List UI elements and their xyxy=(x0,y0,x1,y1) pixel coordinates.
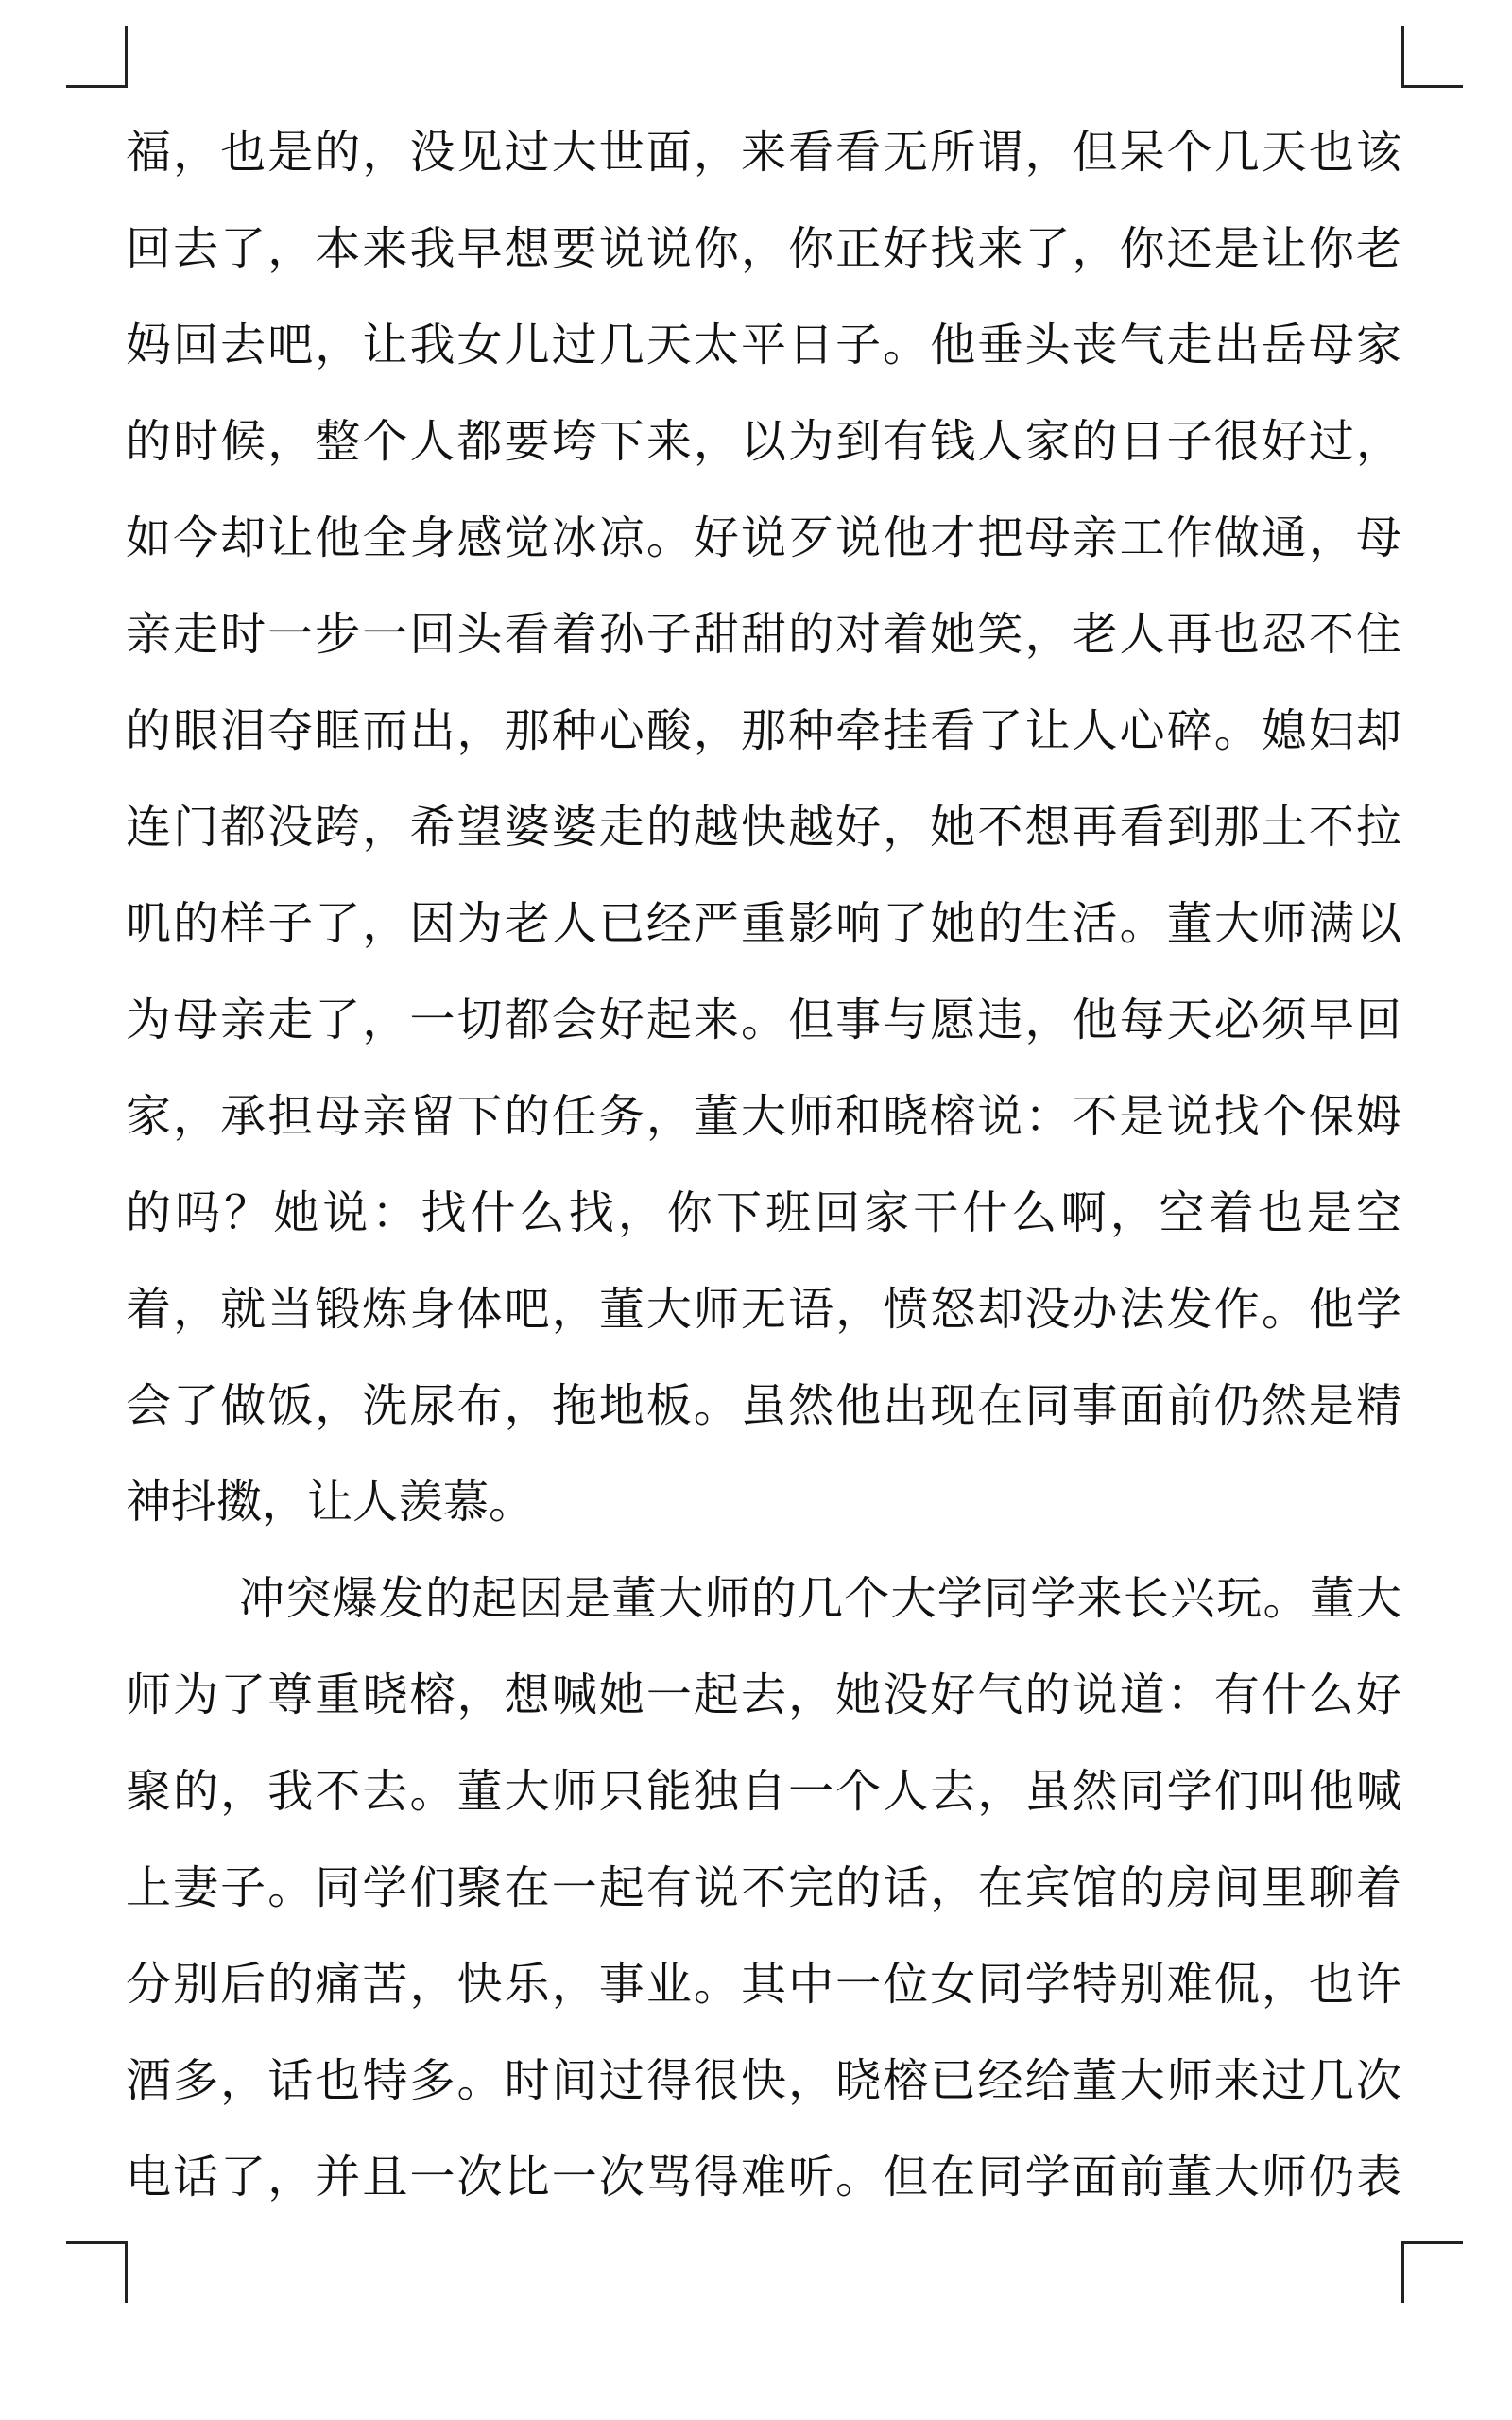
text-line: 分别后的痛苦，快乐，事业。其中一位女同学特别难侃，也许 xyxy=(126,1958,1401,2011)
text-line: 为母亲走了，一切都会好起来。但事与愿违，他每天必须早回 xyxy=(126,994,1401,1046)
text-line: 的时候，整个人都要垮下来，以为到有钱人家的日子很好过， xyxy=(126,415,1401,468)
crop-mark-top-right xyxy=(1401,26,1463,88)
text-line: 的吗？她说：找什么找，你下班回家干什么啊，空着也是空 xyxy=(126,1186,1401,1239)
text-line: 叽的样子了，因为老人已经严重影响了她的生活。董大师满以 xyxy=(126,897,1401,950)
text-line: 家，承担母亲留下的任务，董大师和晓榕说：不是说找个保姆 xyxy=(126,1090,1401,1143)
text-line: 会了做饭，洗尿布，拖地板。虽然他出现在同事面前仍然是精 xyxy=(126,1379,1401,1432)
crop-mark-top-left xyxy=(66,26,128,88)
text-line: 亲走时一步一回头看着孙子甜甜的对着她笑，老人再也忍不住 xyxy=(126,608,1401,661)
text-line: 师为了尊重晓榕，想喊她一起去，她没好气的说道：有什么好 xyxy=(126,1668,1401,1721)
text-line: 连门都没跨，希望婆婆走的越快越好，她不想再看到那土不拉 xyxy=(126,801,1401,854)
text-line: 上妻子。同学们聚在一起有说不完的话，在宾馆的房间里聊着 xyxy=(126,1861,1401,1914)
paragraph-2 xyxy=(126,1550,1401,2225)
text-line: 着，就当锻炼身体吧，董大师无语，愤怒却没办法发作。他学 xyxy=(126,1283,1401,1336)
text-line: 的眼泪夺眶而出，那种心酸，那种牵挂看了让人心碎。媳妇却 xyxy=(126,704,1401,757)
text-line: 神抖擞，让人羡慕。 xyxy=(126,1476,535,1529)
crop-mark-bottom-left xyxy=(66,2241,128,2303)
text-line: 酒多，话也特多。时间过得很快，晓榕已经给董大师来过几次 xyxy=(126,2054,1401,2107)
text-line: 电话了，并且一次比一次骂得难听。但在同学面前董大师仍表 xyxy=(126,2151,1401,2204)
text-line: 如今却让他全身感觉冰凉。好说歹说他才把母亲工作做通，母 xyxy=(126,511,1401,564)
text-line: 福，也是的，没见过大世面，来看看无所谓，但呆个几天也该 xyxy=(126,126,1401,179)
text-line: 冲突爆发的起因是董大师的几个大学同学来长兴玩。董大 xyxy=(239,1572,1401,1625)
text-line: 聚的，我不去。董大师只能独自一个人去，虽然同学们叫他喊 xyxy=(126,1765,1401,1818)
crop-mark-bottom-right xyxy=(1401,2241,1463,2303)
document-body xyxy=(126,104,1401,2225)
text-line: 妈回去吧，让我女儿过几天太平日子。他垂头丧气走出岳母家 xyxy=(126,319,1401,372)
paragraph-1 xyxy=(126,104,1401,1550)
text-line: 回去了，本来我早想要说说你，你正好找来了，你还是让你老 xyxy=(126,222,1401,275)
